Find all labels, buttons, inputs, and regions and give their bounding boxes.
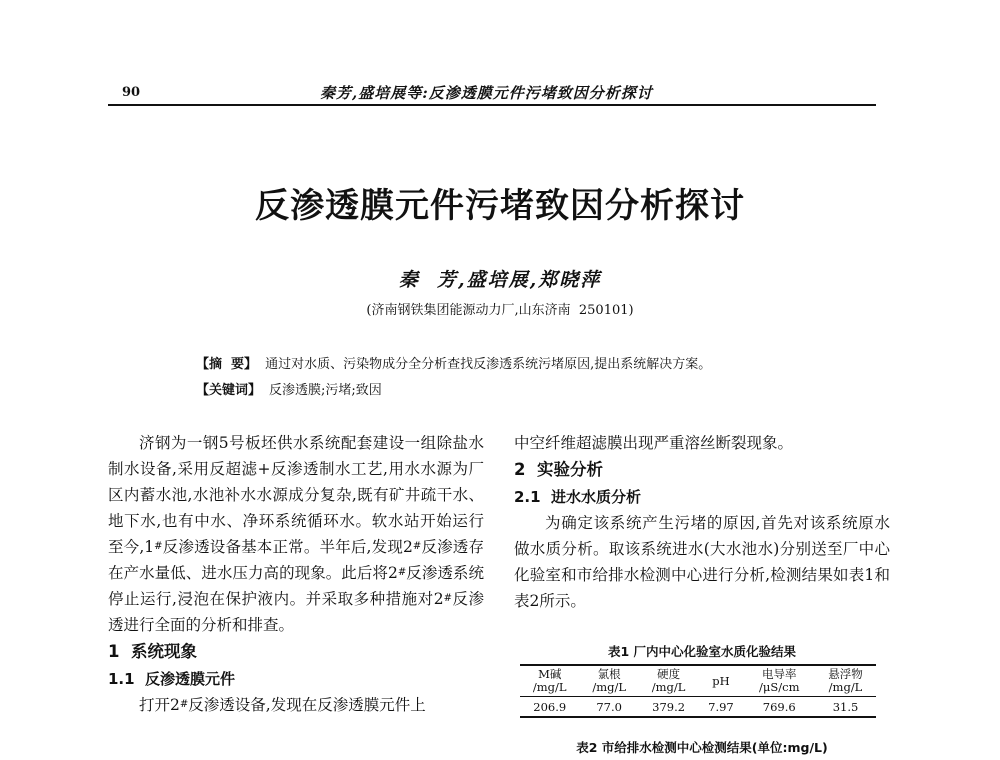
abstract [196, 353, 711, 372]
right-column [514, 430, 890, 614]
page-number: 90 [122, 85, 141, 100]
table-header-cell: 电导率 /μS/cm [744, 665, 815, 697]
section-1-heading: 1 系统现象 [108, 642, 197, 661]
keywords [196, 379, 382, 398]
left-column [108, 430, 484, 718]
table-1-caption: 表1 厂内中心化验室水质化验结果 [607, 644, 797, 659]
table-1-header-row [520, 665, 876, 697]
table-cell: 31.5 [815, 697, 876, 718]
keywords-label: 【关键词】 [196, 383, 262, 398]
table-1 [520, 664, 876, 718]
table-2-caption: 表2 市给排水检测中心检测结果(单位:mg/L) [576, 740, 828, 755]
intro-paragraph: 济钢为一钢5号板坯供水系统配套建设一组除盐水制水设备,采用反超滤+反渗透制水工艺,用水水源为厂区内蓄水池,水池补水水源成分复杂,既有矿井疏干水、地下水,也有中水、净环系统循环水。软水站开始运行至今,1#反渗透设备基本正常。半年后,发现2#反渗透存在产水量低、进水压力高的现象。此后将2#反渗透系统停止运行,浸泡在保护液内。并采取多种措施对2#反渗透进行全面的分析和排查。 [108, 434, 484, 634]
section-2-heading: 2 实验分析 [514, 460, 603, 479]
authors: 秦 芳,盛培展,郑晓萍 [398, 269, 602, 291]
table-header-cell: M碱 /mg/L [520, 665, 579, 697]
abstract-label: 【摘 要】 [196, 357, 258, 372]
cut-paragraph: 打开2#反渗透设备,发现在反渗透膜元件上 [139, 696, 426, 714]
table-header-cell: 硬度 /mg/L [639, 665, 698, 697]
table-cell: 769.6 [744, 697, 815, 718]
subsection-1-1-heading: 1.1 反渗透膜元件 [108, 670, 236, 688]
table-header-cell: pH [698, 665, 743, 697]
paper-title: 反渗透膜元件污堵致因分析探讨 [255, 186, 745, 226]
running-title: 秦芳,盛培展等:反渗透膜元件污堵致因分析探讨 [320, 84, 653, 102]
table-cell: 77.0 [579, 697, 638, 718]
abstract-text: 通过对水质、污染物成分全分析查找反渗透系统污堵原因,提出系统解决方案。 [265, 357, 712, 372]
continued-line: 中空纤维超滤膜出现严重溶丝断裂现象。 [514, 434, 794, 452]
keywords-text: 反渗透膜;污堵;致因 [269, 383, 382, 398]
table-header-cell: 悬浮物 /mg/L [815, 665, 876, 697]
header-rule [108, 104, 876, 106]
table-row [520, 697, 876, 718]
table-cell: 206.9 [520, 697, 579, 718]
table-cell: 379.2 [639, 697, 698, 718]
table-cell: 7.97 [698, 697, 743, 718]
table-header-cell: 氯根 /mg/L [579, 665, 638, 697]
analysis-paragraph: 为确定该系统产生污堵的原因,首先对该系统原水做水质分析。取该系统进水(大水池水)分别送至厂中心化验室和市给排水检测中心进行分析,检测结果如表1和表2所示。 [514, 514, 890, 610]
affiliation: (济南钢铁集团能源动力厂,山东济南 250101) [366, 303, 634, 318]
subsection-2-1-heading: 2.1 进水水质分析 [514, 488, 642, 506]
